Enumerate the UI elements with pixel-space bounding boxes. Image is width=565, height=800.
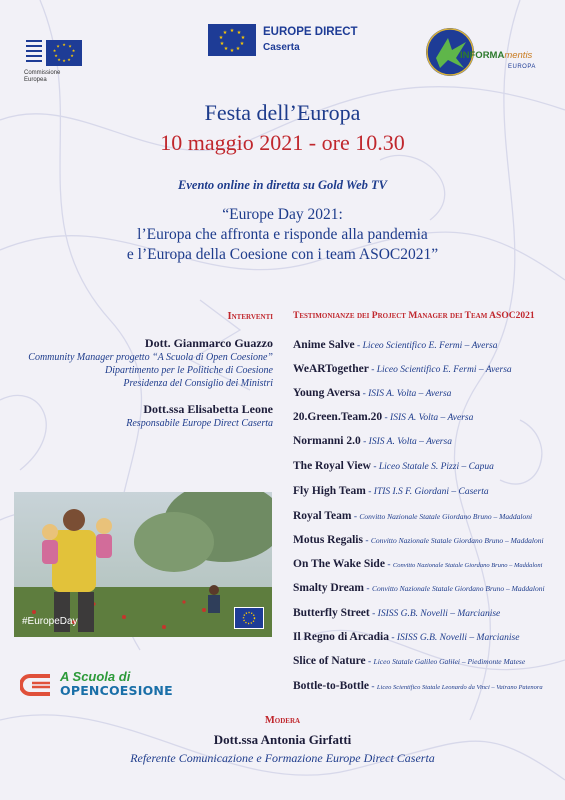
team-item: Royal Team - Convitto Nazionale Statale Giordano Bruno – Maddaloni bbox=[293, 510, 533, 522]
team-item: Fly High Team - ITIS I.S F. Giordani – Caserta bbox=[293, 485, 489, 497]
modera-heading: Modera bbox=[264, 715, 301, 726]
team-item: Slice of Nature - Liceo Statale Galileo Galilei – Piedimonte Matese bbox=[293, 655, 526, 667]
svg-text:★: ★ bbox=[235, 46, 241, 52]
svg-text:★: ★ bbox=[67, 57, 71, 62]
europe-direct-title: EUROPE DIRECT bbox=[263, 26, 358, 38]
team-item: Motus Regalis - Convitto Nazionale Statale Giordano Bruno – Maddaloni bbox=[293, 534, 544, 546]
svg-text:★: ★ bbox=[218, 35, 224, 41]
svg-text:★: ★ bbox=[222, 30, 228, 36]
ec-logo-text: Commissione Europea bbox=[24, 70, 61, 83]
svg-text:★: ★ bbox=[70, 53, 74, 58]
opencoesione-mark-icon bbox=[20, 672, 54, 698]
informamentis-logo bbox=[426, 28, 546, 84]
svg-text:★: ★ bbox=[52, 48, 57, 53]
europe-day-photo bbox=[14, 492, 272, 637]
building-icon bbox=[24, 36, 44, 70]
team-item: The Royal View - Liceo Statale S. Pizzi – Capua bbox=[293, 460, 494, 472]
svg-text:★: ★ bbox=[223, 46, 229, 52]
interventi-heading: Interventi bbox=[227, 311, 273, 322]
a-scuola-di-opencoesione-logo bbox=[20, 669, 190, 702]
moderator-role: Referente Comunicazione e Formazione Europe Direct Caserta bbox=[130, 751, 435, 765]
speaker-leone: Dott.ssa Elisabetta Leone Responsabile Europe Direct Caserta bbox=[126, 402, 273, 429]
svg-text:★: ★ bbox=[71, 48, 76, 53]
svg-text:★: ★ bbox=[54, 53, 58, 58]
asoc-logo-line2: OPENCOESIONE bbox=[60, 683, 173, 698]
svg-text:★: ★ bbox=[236, 30, 242, 36]
team-item: Smalty Dream - Convitto Nazionale Statale Giordano Bruno – Maddaloni bbox=[293, 582, 545, 594]
europe-direct-city: Caserta bbox=[263, 42, 300, 53]
team-item: 20.Green.Team.20 - ISIS A. Volta – Aversa bbox=[293, 411, 474, 423]
team-item: Young Aversa - ISIS A. Volta – Aversa bbox=[293, 387, 452, 399]
event-broadcast-line: Evento online in diretta su Gold Web TV bbox=[178, 178, 387, 192]
eu-flag-icon bbox=[234, 607, 264, 629]
team-item: On The Wake Side - Convitto Nazionale Statale Giordano Bruno – Maddaloni bbox=[293, 558, 543, 570]
event-subtitle: “Europe Day 2021: l’Europa che affronta e risponde alla pandemia e l’Europa della Coesione con i team ASOC2021” bbox=[126, 206, 439, 263]
eu-flag-icon bbox=[46, 40, 82, 66]
svg-text:★: ★ bbox=[239, 41, 245, 47]
svg-text:★: ★ bbox=[240, 35, 246, 41]
svg-text:★: ★ bbox=[57, 57, 61, 62]
asoc-logo-line1: A Scuola di bbox=[60, 669, 131, 684]
european-commission-logo bbox=[24, 36, 104, 94]
eu-flag-icon bbox=[208, 24, 256, 56]
moderator-name: Dott.ssa Antonia Girfatti bbox=[213, 732, 352, 747]
svg-text:★: ★ bbox=[68, 43, 72, 49]
informamentis-sub: EUROPA bbox=[508, 64, 536, 70]
speaker-guazzo: Dott. Gianmarco Guazzo Community Manager progetto “A Scuola di Open Coesione” Dipartimento per le Politiche di Coesione Presidenza del Consiglio dei Ministri bbox=[28, 336, 273, 389]
svg-text:★: ★ bbox=[229, 48, 235, 54]
europe-direct-logo bbox=[208, 24, 358, 58]
svg-text:★: ★ bbox=[62, 58, 66, 63]
team-item: Il Regno di Arcadia - ISISS G.B. Novelli – Marcianise bbox=[293, 631, 520, 643]
team-item: Butterfly Street - ISISS G.B. Novelli – Marcianise bbox=[293, 607, 501, 619]
team-item: WeARTogether - Liceo Scientifico E. Fermi – Aversa bbox=[293, 363, 512, 375]
testimonianze-heading: Testimonianze dei Project Manager dei Team ASOC2021 bbox=[293, 311, 535, 321]
page-title: Festa dell’Europa bbox=[204, 100, 361, 125]
team-item: Normanni 2.0 - ISIS A. Volta – Aversa bbox=[293, 435, 452, 447]
team-item: Bottle-to-Bottle - Liceo Scientifico Statale Leonardo da Vinci – Vairano Patenora bbox=[293, 680, 543, 692]
svg-text:★: ★ bbox=[62, 42, 66, 47]
team-item: Anime Salve - Liceo Scientifico E. Fermi – Aversa bbox=[293, 339, 498, 351]
event-date: 10 maggio 2021 - ore 10.30 bbox=[160, 130, 405, 155]
svg-text:★: ★ bbox=[229, 28, 235, 34]
svg-text:★: ★ bbox=[219, 41, 225, 47]
informamentis-wordmark: INFORMAmentis bbox=[460, 50, 533, 61]
photo-hashtag: #EuropeDay bbox=[22, 616, 78, 627]
svg-text:★: ★ bbox=[56, 43, 60, 49]
